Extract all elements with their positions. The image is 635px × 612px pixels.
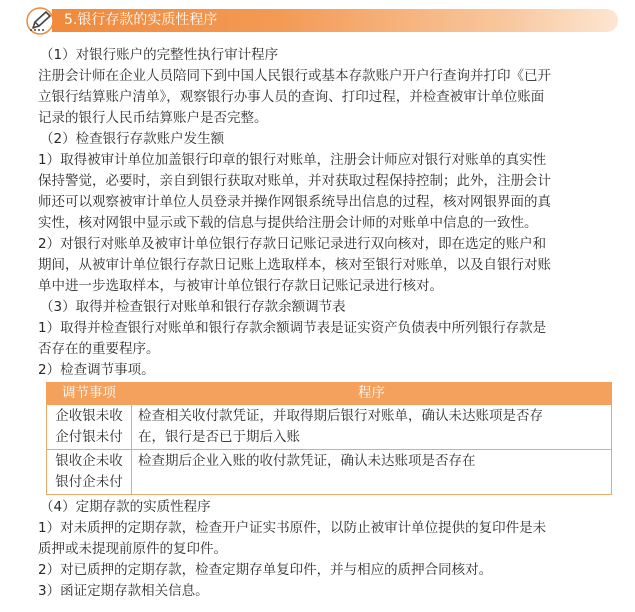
subsection-heading-4: （4）定期存款的实质性程序: [40, 499, 211, 515]
reconciliation-table: [46, 382, 612, 495]
paragraph-line: 期间，从被审计单位银行存款日记账上选取样本，核对至银行对账单，以及自银行对账: [38, 257, 551, 273]
paragraph-line: 质押或未提现前原件的复印件。: [38, 541, 227, 557]
paragraph-line: 3）函证定期存款相关信息。: [38, 583, 209, 599]
paragraph-line: 单中进一步选取样本，与被审计单位银行存款日记账记录进行核对。: [38, 278, 443, 294]
procedure-line: 检查期后企业入账的收付款凭证，确认未达账项是否存在: [138, 453, 476, 469]
table-cell-procedure: [132, 405, 612, 450]
paragraph-line: 否存在的重要程序。: [38, 341, 160, 357]
procedure-line: 在，银行是否已于期后入账: [138, 429, 300, 445]
table-header-row: [47, 383, 612, 405]
paragraph-line: 立银行结算账户清单》，观察银行办事人员的查询、打印过程，并检查被审计单位账面: [38, 89, 545, 105]
item-line: 银付企未付: [55, 474, 123, 490]
table-row: [47, 405, 612, 450]
section-header: [24, 7, 622, 37]
item-line: 企收银未收: [55, 408, 123, 424]
paragraph-line: 1）取得被审计单位加盖银行印章的银行对账单，注册会计师应对银行对账单的真实性: [38, 152, 547, 168]
table-row: [47, 450, 612, 495]
paragraph-line: 2）检查调节事项。: [38, 362, 155, 378]
paragraph-line: 实性，核对网银中显示或下载的信息与提供给注册会计师的对账单中信息的一致性。: [38, 215, 538, 231]
column-header-procedure: 程序: [132, 383, 612, 405]
subsection-heading-1: （1）对银行账户的完整性执行审计程序: [40, 47, 279, 63]
item-line: 企付银未付: [55, 429, 123, 445]
table-cell-procedure: [132, 450, 612, 495]
subsection-heading-2: （2）检查银行存款账户发生额: [40, 131, 225, 147]
paragraph-line: 记录的银行人民币结算账户是否完整。: [38, 110, 268, 126]
paragraph-line: 1）取得并检查银行对账单和银行存款余额调节表是证实资产负债表中所列银行存款是: [38, 320, 547, 336]
paragraph-line: 1）对未质押的定期存款，检查开户证实书原件，以防止被审计单位提供的复印件是未: [38, 520, 547, 536]
document-body: [38, 45, 608, 602]
section-title: 5.银行存款的实质性程序: [64, 12, 218, 28]
column-header-item: 调节事项: [47, 383, 132, 405]
pencil-icon: [24, 7, 58, 35]
procedure-line: 检查相关收付款凭证，并取得期后银行对账单，确认未达账项是否存: [138, 408, 543, 424]
paragraph-line: 2）对银行对账单及被审计单位银行存款日记账记录进行双向核对，即在选定的账户和: [38, 236, 547, 252]
paragraph-line: 师还可以观察被审计单位人员登录并操作网银系统导出信息的过程，核对网银界面的真: [38, 194, 551, 210]
paragraph-line: 2）对已质押的定期存款，检查定期存单复印件，并与相应的质押合同核对。: [38, 562, 493, 578]
subsection-heading-3: （3）取得并检查银行对账单和银行存款余额调节表: [40, 299, 346, 315]
table-cell-item: [47, 450, 132, 495]
table-cell-item: [47, 405, 132, 450]
item-line: 银收企未收: [55, 453, 123, 469]
paragraph-line: 保持警觉，必要时，亲自到银行获取对账单，并对获取过程保持控制；此外，注册会计: [38, 173, 551, 189]
paragraph-line: 注册会计师在企业人员陪同下到中国人民银行或基本存款账户开户行查询并打印《已开: [38, 68, 551, 84]
